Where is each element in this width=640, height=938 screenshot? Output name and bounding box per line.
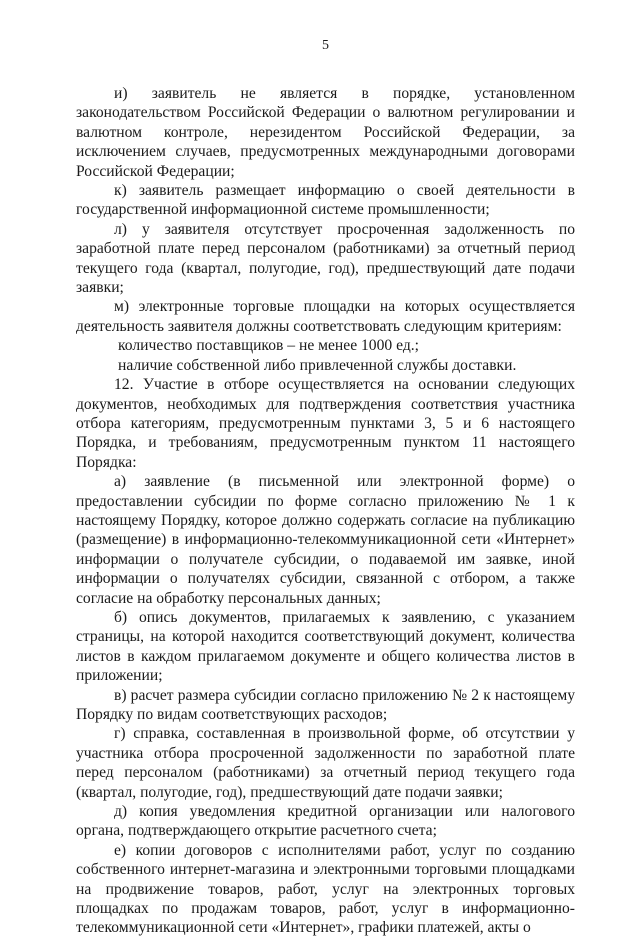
paragraph-l: л) у заявителя отсутствует просроченная задолженность по заработной плате перед персоналом (работниками) за отчетный период текущего года (квартал, полугодие, год), предшествующий дате подачи заявки;: [76, 220, 575, 297]
document-body: [76, 84, 575, 938]
criterion-delivery: наличие собственной либо привлеченной службы доставки.: [118, 356, 517, 374]
paragraph-e: е) копии договоров с исполнителями работ, услуг по созданию собственного интернет-магазина и электронными торговыми площадками на продвижение товаров, работ, услуг на электронных торговых площадках по продажам товаров, работ, услуг в информационно-телекоммуникационной сети «Интернет», графики платежей, акты о: [76, 841, 575, 937]
paragraph-b: б) опись документов, прилагаемых к заявлению, с указанием страницы, на которой находится соответствующий документ, количества листов в каждом прилагаемом документе и общего количества листов в приложении;: [76, 608, 575, 685]
paragraph-k: к) заявитель размещает информацию о своей деятельности в государственной информационной системе промышленности;: [76, 182, 575, 219]
paragraph-d: д) копия уведомления кредитной организации или налогового органа, подтверждающего открытие расчетного счета;: [76, 803, 575, 840]
paragraph-m: м) электронные торговые площадки на которых осуществляется деятельность заявителя должны соответствовать следующим критериям:: [76, 298, 575, 335]
paragraph-12: 12. Участие в отборе осуществляется на основании следующих документов, необходимых для подтверждения соответствия участника отбора категориям, предусмотренным пунктами 3, 5 и 6 настоящего Порядка, и требованиям, предусмотренным пунктом 11 настоящего Порядка:: [76, 376, 575, 471]
paragraph-g: г) справка, составленная в произвольной форме, об отсутствии у участника отбора просроченной задолженности по заработной плате перед персоналом (работниками) за отчетный период текущего года (квартал, полугодие, год), предшествующий дате подачи заявки;: [76, 725, 575, 801]
criterion-suppliers: количество поставщиков – не менее 1000 ед.;: [118, 337, 419, 355]
paragraph-a: а) заявление (в письменной или электронной форме) о предоставлении субсидии по форме согласно приложению № 1 к настоящему Порядку, которое должно содержать согласие на публикацию (размещение) в информационно-телекоммуникационной сети «Интернет» информации о получателе субсидии, о подаваемой им заявке, иной информации о получателях субсидии, связанной с отбором, а также согласие на обработку персональных данных;: [76, 473, 575, 607]
page-number: 5: [322, 38, 329, 53]
paragraph-v: в) расчет размера субсидии согласно приложению № 2 к настоящему Порядку по видам соответствующих расходов;: [76, 686, 575, 723]
paragraph-i: и) заявитель не является в порядке, установленном законодательством Российской Федерации о валютном регулировании и валютном контроле, нерезидентом Российской Федерации, за исключением случаев, предусмотренных международными договорами Российской Федерации;: [76, 85, 575, 180]
